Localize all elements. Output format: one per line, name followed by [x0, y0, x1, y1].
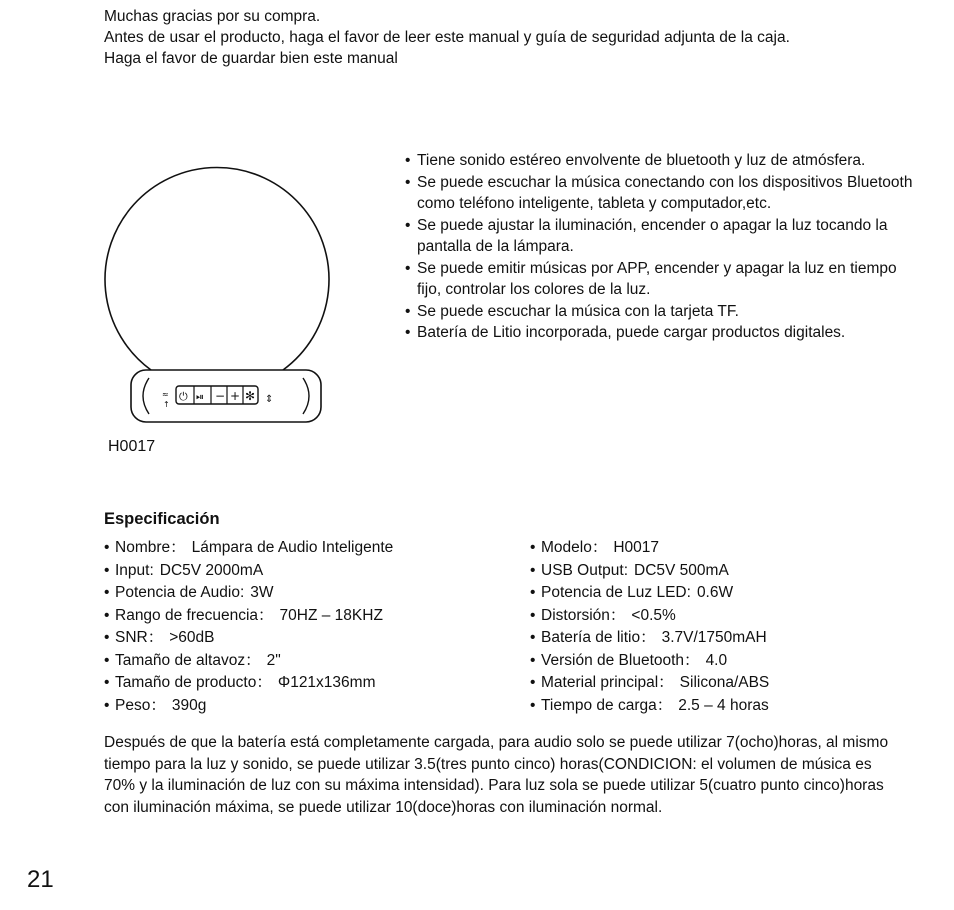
- list-item: • Batería de Litio incorporada, puede cargar productos digitales.: [405, 322, 925, 344]
- spec-label: Potencia de Audio:: [115, 584, 245, 601]
- spec-item: [104, 695, 514, 718]
- spec-value: 390g: [171, 696, 207, 714]
- spec-value: 2.5 – 4 horas: [678, 696, 769, 714]
- spec-label: Distorsión：: [541, 606, 626, 624]
- intro-line-keep-manual: Haga el favor de guardar bien este manual: [104, 50, 398, 67]
- light-button-icon: ✻: [245, 389, 256, 403]
- model-caption: H0017: [108, 438, 156, 455]
- lamp-globe: [105, 168, 329, 370]
- list-item: • Se puede emitir músicas por APP, encender y apagar la luz en tiempo fijo, controlar los colores de la luz.: [405, 258, 925, 301]
- spec-value: 0.6W: [696, 584, 734, 601]
- list-item: • Se puede escuchar la música conectando con los dispositivos Bluetooth como teléfono inteligente, tableta y computador,etc.: [405, 172, 925, 215]
- spec-item: [530, 627, 920, 650]
- spec-item: [530, 650, 920, 673]
- spec-value: 3.7V/1750mAH: [661, 629, 767, 646]
- spec-label: Versión de Bluetooth：: [541, 651, 700, 669]
- spec-item: [530, 582, 920, 605]
- spec-value: DC5V 500mA: [634, 561, 729, 579]
- spec-item: [530, 560, 920, 583]
- spec-label: USB Output:: [541, 561, 629, 579]
- spec-list-right: [530, 537, 920, 717]
- intro-line-read-manual: Antes de usar el producto, haga el favor de leer este manual y guía de seguridad adjunta de la caja.: [104, 29, 790, 46]
- intro-line-thanks: Muchas gracias por su compra.: [104, 8, 321, 25]
- spec-item: [104, 582, 514, 605]
- volume-up-button-icon: +: [230, 389, 241, 403]
- feature-list: [405, 150, 925, 344]
- spec-label: Modelo：: [541, 539, 608, 556]
- intro-text: [104, 6, 924, 69]
- spec-label: Nombre：: [115, 539, 186, 556]
- power-button-icon: ⏻: [179, 390, 188, 403]
- list-item: • Tiene sonido estéreo envolvente de bluetooth y luz de atmósfera.: [405, 150, 925, 172]
- product-illustration: [93, 130, 341, 460]
- spec-label: Tamaño de producto：: [115, 674, 272, 691]
- spec-item: [104, 560, 514, 583]
- list-item: • Se puede ajustar la iluminación, encender o apagar la luz tocando la pantalla de la lámpara.: [405, 215, 925, 258]
- spec-value: H0017: [613, 539, 660, 556]
- spec-item: [104, 605, 514, 628]
- spec-list-left: [104, 537, 514, 717]
- spec-value: 3W: [250, 584, 274, 601]
- spec-value: 2": [266, 651, 281, 669]
- spec-label: SNR：: [115, 629, 164, 646]
- spec-label: Potencia de Luz LED:: [541, 584, 691, 601]
- spec-value: >60dB: [169, 629, 215, 646]
- spec-value: Φ121x136mm: [277, 674, 376, 691]
- spec-value: Silicona/ABS: [679, 674, 770, 691]
- spec-label: Peso：: [115, 696, 166, 714]
- spec-label: Rango de frecuencia：: [115, 606, 274, 624]
- play-pause-button-icon: ⏯: [196, 392, 204, 403]
- spec-value: 4.0: [705, 651, 728, 669]
- spec-label: Input:: [115, 561, 154, 579]
- spec-label: Tamaño de altavoz：: [115, 651, 261, 669]
- spec-item: [530, 672, 920, 695]
- page-number: 21: [27, 866, 54, 893]
- spec-item: [104, 627, 514, 650]
- charge-indicator-icon: ⇕: [265, 394, 274, 405]
- mic-indicator-icon: ≈: [162, 390, 169, 399]
- spec-value: DC5V 2000mA: [159, 561, 264, 579]
- spec-item: [104, 650, 514, 673]
- spec-label: Batería de litio：: [541, 629, 656, 646]
- spec-value: Lámpara de Audio Inteligente: [191, 539, 394, 556]
- lamp-speaker-drawing: [93, 130, 341, 430]
- spec-item: [104, 537, 514, 560]
- spec-item: [104, 672, 514, 695]
- spec-value: <0.5%: [631, 606, 676, 624]
- spec-label: Tiempo de carga：: [541, 696, 673, 714]
- usb-indicator-icon: ↑: [163, 400, 170, 409]
- spec-item: [530, 695, 920, 718]
- battery-note: Después de que la batería está completamente cargada, para audio solo se puede utilizar 7(ocho)horas, al mismo tiempo para la luz y sonido, se puede utilizar 3.5(tres punto cinco) horas(CONDICION: el volumen de música es 70% y la iluminación de luz con su máxima intensidad). Para luz sola se puede utilizar 5(cuatro punto cinco)horas con iluminación máxima, se puede utilizar 10(doce)horas con iluminación normal.: [104, 734, 889, 816]
- spec-label: Material principal：: [541, 674, 674, 691]
- list-item: • Se puede escuchar la música con la tarjeta TF.: [405, 301, 925, 323]
- spec-item: [530, 537, 920, 560]
- volume-down-button-icon: −: [215, 389, 226, 403]
- spec-value: 70HZ – 18KHZ: [279, 606, 383, 624]
- spec-item: [530, 605, 920, 628]
- spec-title: Especificación: [104, 510, 220, 528]
